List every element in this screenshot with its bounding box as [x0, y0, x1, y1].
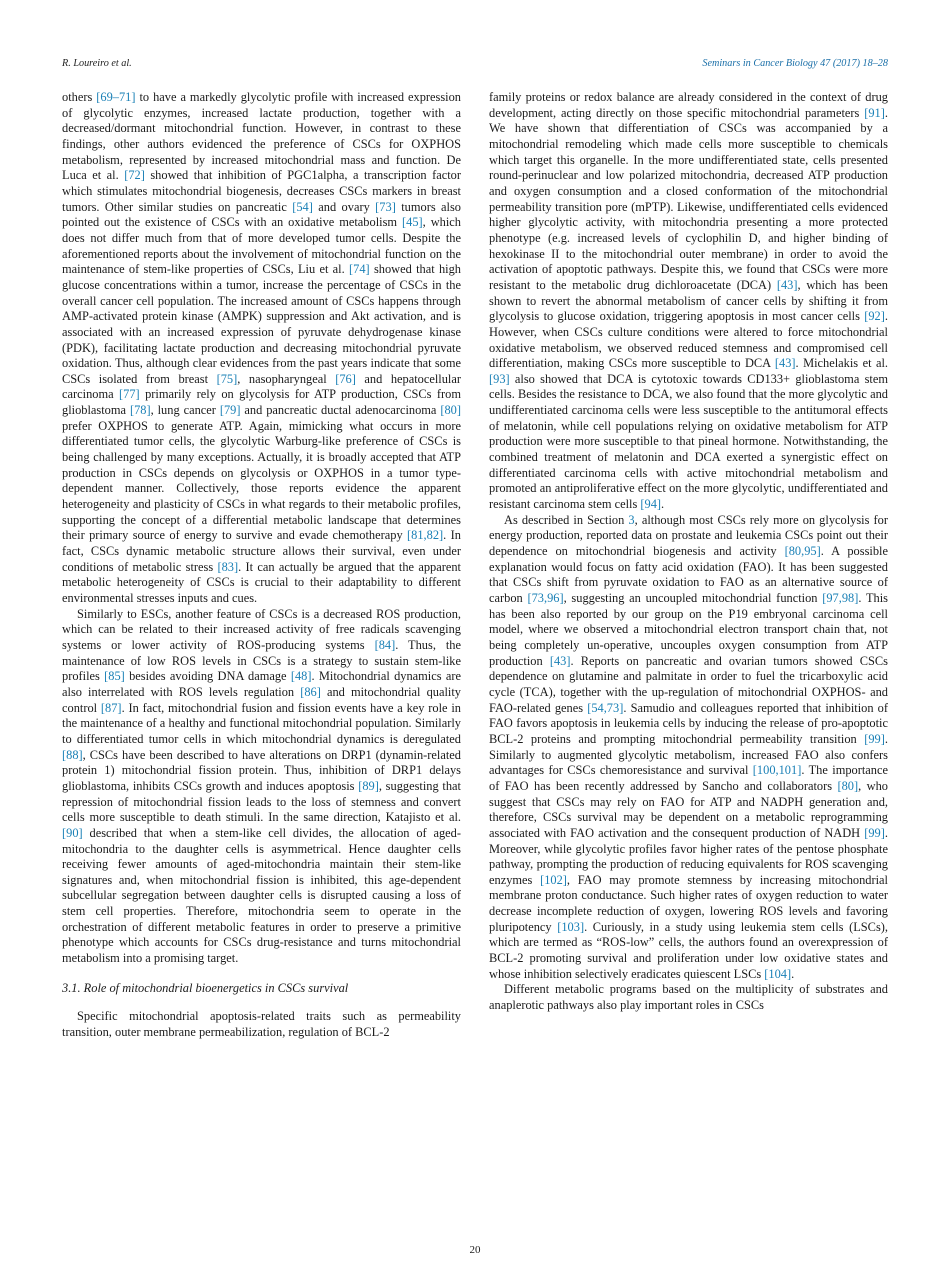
- citation-link[interactable]: [54,73]: [587, 700, 624, 715]
- citation-link[interactable]: [93]: [489, 371, 510, 386]
- citation-link[interactable]: [80]: [837, 778, 859, 793]
- citation-link[interactable]: [85]: [104, 669, 125, 684]
- left-paragraph: Similarly to ESCs, another feature of CSCs is a decreased ROS production, which can be related to their increased activity of free radicals scavenging systems or lower activity of ROS-producing systems [84]. Thus, the maintenance of low ROS levels in CSCs is a strategy to sustain stem-like profiles [85] besides avoiding DNA damage [48]. Mitochondrial dynamics are also interrelated with ROS levels regulation [86] and mitochondrial quality control [87]. In fact, mitochondrial fusion and fission events have a key role in the maintenance of a healthy and functional mitochondrial population. Similarly to differentiated tumor cells in which mitochondrial dynamics is deregulated [88], CSCs have been described to have alterations on DRP1 (dynamin-related protein 1) mitochondrial fission protein. Thus, inhibition of DRP1 delays glioblastoma, inhibits CSCs growth and induces apoptosis [89], suggesting that repression of mitochondrial fission leads to the loss of stemness and convert cells more susceptible to death stimuli. In the same direction, Katajisto et al. [90] described that when a stem-like cell divides, the allocation of aged-mitochondria to the daughter cells is asymmetrical. Hence daughter cells receiving fewer amounts of aged-mitochondria maintain their stem-like signatures and, when mitochondrial fission is inhibited, this age-dependent subcellular segregation between daughter cells is disrupted causing a loss of stem cell properties. Therefore, mitochondria seem to operate in the orchestration of different metabolic features in order to preserve a primitive phenotype which accounts for CSCs drug-resistance and turns mitochondrial metabolism into a promising target.: [62, 606, 461, 966]
- citation-link[interactable]: [72]: [124, 168, 145, 183]
- citation-link[interactable]: [74]: [349, 262, 370, 277]
- citation-link[interactable]: [45]: [402, 215, 423, 230]
- citation-link[interactable]: [80]: [440, 403, 461, 418]
- right-column: [489, 90, 888, 1014]
- citation-link[interactable]: [78]: [129, 403, 151, 418]
- running-header: [62, 58, 888, 69]
- citation-link[interactable]: [102]: [540, 872, 567, 887]
- citation-link[interactable]: [99]: [864, 731, 885, 746]
- section-heading: 3.1. Role of mitochondrial bioenergetics in CSCs survival: [62, 980, 349, 995]
- citation-link[interactable]: [54]: [292, 199, 313, 214]
- citation-link[interactable]: [43]: [774, 356, 796, 371]
- citation-link[interactable]: [48]: [290, 669, 312, 684]
- citation-link[interactable]: [75]: [216, 371, 238, 386]
- citation-link[interactable]: [43]: [549, 653, 571, 668]
- citation-link[interactable]: [94]: [640, 497, 662, 512]
- left-column: [62, 90, 461, 1041]
- citation-link[interactable]: [81,82]: [407, 528, 444, 543]
- right-paragraph: family proteins or redox balance are already considered in the context of drug development, acting directly on those specific mitochondrial parameters [91]. We have shown that differentiation of CSCs was accompanied by a mitochondrial remodeling which made cells more susceptible to chemicals which target this organelle. In the more undifferentiated state, cells presented round-perinuclear and low polarized mitochondria, decreased ATP production and oxygen consumption and a closed conformation of the mitochondrial permeability transition pore (mPTP). Likewise, undifferentiated cells evidenced higher glycolytic activity, with mitochondria presenting a more protected phenotype (e.g. increased levels of cyclophilin D, and higher binding of hexokinase II to the mitochondrial outer membrane) in order to avoid the activation of apoptotic pathways. Despite this, we found that CSCs were more resistant to the metabolic drug dichloroacetate (DCA) [43], which has been shown to revert the abnormal metabolism of cancer cells by shifting it from glycolysis to glucose oxidation, triggering apoptosis in most cancer cells [92]. However, when CSCs culture conditions were altered to force mitochondrial oxidative metabolism, we observed reduced stemness and compromised cell differentiation, making CSCs more susceptible to DCA [43]. Michelakis et al. [93] also showed that DCA is cytotoxic towards CD133+ glioblastoma stem cells. Besides the resistance to DCA, we also found that the more glycolytic and undifferentiated carcinoma cells were less susceptible to the antitumoral effects of melatonin, while cell populations relying on oxidative metabolism for ATP production were more susceptible to that pineal hormone. Notwithstanding, the combined treatment of melatonin and DCA exerted a synergistic effect on differentiated carcinoma cells with active mitochondrial metabolism and promoted an antiproliferative effect on the more glycolytic, undifferentiated and resistant carcinoma stem cells [94].: [489, 90, 889, 512]
- citation-link[interactable]: [99]: [864, 825, 885, 840]
- page-number: 20: [469, 1244, 481, 1256]
- citation-link[interactable]: [91]: [864, 105, 885, 120]
- citation-link[interactable]: [79]: [219, 403, 241, 418]
- citation-link[interactable]: [89]: [358, 778, 379, 793]
- citation-link[interactable]: [73]: [375, 199, 396, 214]
- citation-link[interactable]: [73,96]: [527, 591, 564, 605]
- citation-link[interactable]: [92]: [864, 309, 885, 324]
- left-paragraph: Specific mitochondrial apoptosis-related traits such as permeability transition, outer membrane permeabilization, regulation of BCL-2: [62, 1009, 461, 1040]
- citation-link[interactable]: [84]: [374, 637, 396, 652]
- citation-link[interactable]: 3: [628, 512, 635, 527]
- citation-link[interactable]: [83]: [217, 559, 239, 574]
- citation-link[interactable]: [80,95]: [784, 544, 821, 559]
- citation-link[interactable]: [69–71]: [96, 90, 136, 104]
- right-paragraph: As described in Section 3, although most CSCs rely more on glycolysis for energy production, reported data on prostate and leukemia CSCs point out their dependence on mitochondrial biogenesis and activity [80,95]. A possible explanation would focus on fatty acid oxidation (FAO). It has been suggested that CSCs shift from pyruvate oxidation to FAO as an alternative source of carbon [73,96], suggesting an uncoupled mitochondrial function [97,98]. This has been also reported by our group on the P19 embryonal carcinoma cell model, where we observed a mitochondrial electron transport chain that, not being completely un-operative, uncouples oxygen consumption from ATP production [43]. Reports on pancreatic and ovarian tumors showed CSCs dependence on glutamine and palmitate in order to fuel the tricarboxylic acid cycle (TCA), together with the up-regulation of mitochondrial OXPHOS- and FAO-related genes [54,73]. Samudio and colleagues reported that inhibition of FAO favors apoptosis in leukemia cells by inducing the release of pro-apoptotic BCL-2 proteins and prompting mitochondrial permeability transition [99]. Similarly to augmented glycolytic metabolism, increased FAO also confers advantages for CSCs chemoresistance and survival [100,101]. The importance of FAO has been recently addressed by Sancho and collaborators [80], who suggest that CSCs may rely on FAO for ATP and NADPH generation and, therefore, CSCs survival may be dependent on a metabolic reprogramming associated with FAO activation and the consequent production of NADH [99]. Moreover, while glycolytic profiles favor higher rates of the pentose phosphate pathway, prompting the production of reducing equivalents for ROS scavenging enzymes [102], FAO may promote stemness by increasing mitochondrial membrane proton conductance. Such higher rates of oxygen reduction to water decrease incomplete reduction of oxygen, lowering ROS levels and favoring pluripotency [103]. Curiously, in a study using leukemia stem cells (LSCs), which are termed as “ROS-low” cells, the authors found an overexpression of BCL-2 promoting survival and proliferation under low oxidative states and whose inhibition selectively eradicates quiescent LSCs [104].: [489, 512, 888, 981]
- header-authors: R. Loureiro et al.: [62, 58, 132, 69]
- citation-link[interactable]: [100,101]: [752, 763, 802, 778]
- citation-link[interactable]: [43]: [776, 277, 798, 292]
- right-paragraph: Different metabolic programs based on the multiplicity of substrates and anaplerotic pathways also play important roles in CSCs: [489, 982, 888, 1013]
- citation-link[interactable]: [86]: [300, 684, 321, 699]
- citation-link[interactable]: [104]: [764, 966, 792, 981]
- citation-link[interactable]: [76]: [335, 371, 356, 386]
- citation-link[interactable]: [88]: [62, 747, 83, 762]
- left-paragraph: others [69–71] to have a markedly glycolytic profile with increased expression of glycolytic enzymes, increased lactate production, together with a decreased/dormant mitochondrial function. However, in contrast to these findings, other authors evidenced the preference of CSCs for OXPHOS metabolism, represented by increased mitochondrial mass and function. De Luca et al. [72] showed that inhibition of PGC1alpha, a transcription factor which stimulates mitochondrial biogenesis, decreases CSCs markers in breast tumors. Other similar studies on pancreatic [54] and ovary [73] tumors also pointed out the existence of CSCs with an oxidative metabolism [45], which does not differ much from that of more developed tumor cells. Despite the aforementioned reports about the involvement of mitochondrial function on the maintenance of stem-like properties of CSCs, Liu et al. [74] showed that high glucose concentrations within a tumor, increase the percentage of CSCs in the overall cancer cell population. The increased amount of CSCs happens through AMP-activated protein kinase (AMPK) suppression and Akt activation, and is associated with an increased expression of pyruvate dehydrogenase kinase (PDK), facilitating lactate production and decreasing mitochondrial pyruvate oxidation. Thus, although clear evidences from the past years indicate that some CSCs isolated from breast [75], nasopharyngeal [76] and hepatocellular carcinoma [77] primarily rely on glycolysis for ATP production, CSCs from glioblastoma [78], lung cancer [79] and pancreatic ductal adenocarcinoma [80] prefer OXPHOS to generate ATP. Again, mimicking what occurs in more differentiated tumor cells, the glycolytic Warburg-like preference of CSCs is being challenged by many exceptions. Actually, it is broadly accepted that ATP production in CSCs depends on glycolysis or OXPHOS in a tumor type-dependent manner. Collectively, those reports evidence the apparent heterogeneity and plasticity of CSCs in what regards to their metabolic profiles, supporting the concept of a differential metabolic landscape that determines their primary source of energy to survive and evade chemotherapy [81,82]. In fact, CSCs dynamic metabolic structure allows their survival, even under conditions of metabolic stress [83]. It can actually be argued that the apparent metabolic heterogeneity of CSCs is crucial to their adaptability to different environmental stresses inputs and cues.: [62, 90, 461, 605]
- citation-link[interactable]: [90]: [62, 825, 83, 840]
- citation-link[interactable]: [103]: [557, 919, 585, 934]
- header-journal-link[interactable]: Seminars in Cancer Biology 47 (2017) 18–28: [702, 58, 888, 69]
- citation-link[interactable]: [97,98]: [822, 591, 859, 605]
- citation-link[interactable]: [77]: [119, 387, 140, 402]
- citation-link[interactable]: [87]: [100, 700, 122, 715]
